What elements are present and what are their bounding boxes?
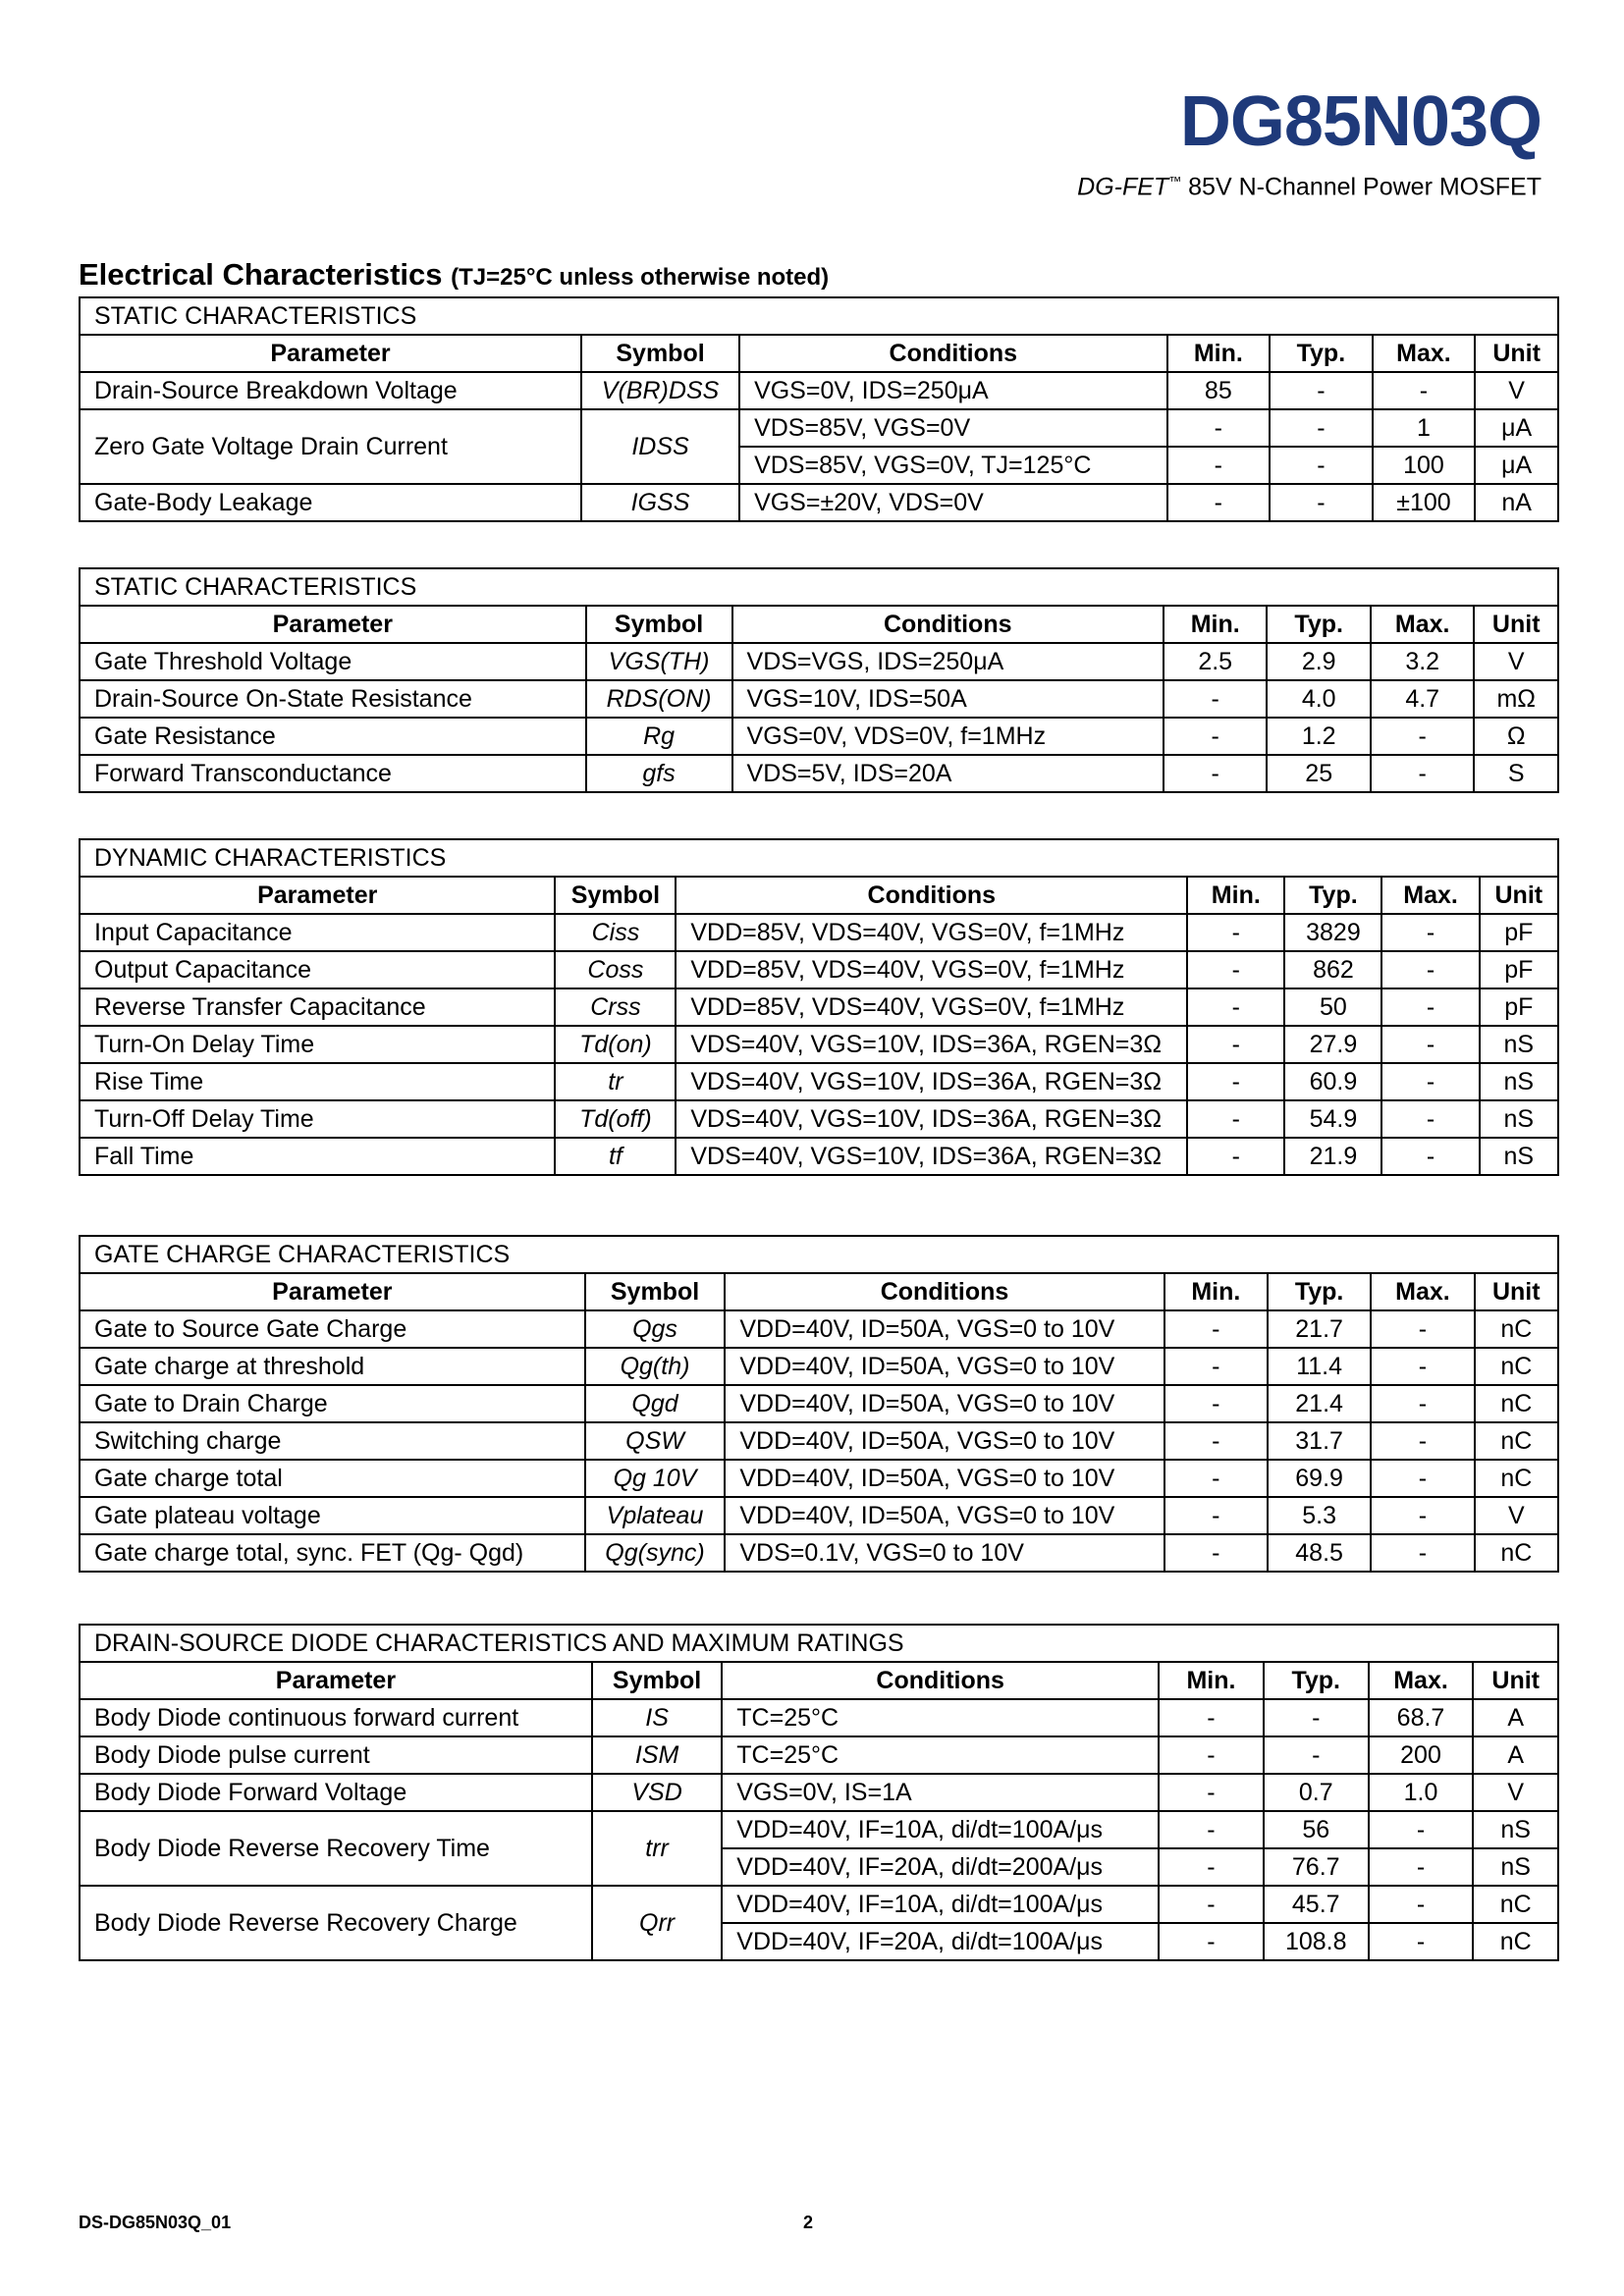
- typ-cell: 108.8: [1264, 1923, 1369, 1960]
- table-caption: GATE CHARGE CHARACTERISTICS: [80, 1236, 1558, 1273]
- typ-cell: -: [1270, 484, 1373, 521]
- conditions-cell: VDS=40V, VGS=10V, IDS=36A, RGEN=3Ω: [676, 1026, 1187, 1063]
- table-row: [80, 409, 1558, 447]
- unit-cell: V: [1475, 1497, 1558, 1534]
- max-cell: -: [1381, 914, 1479, 951]
- min-cell: -: [1187, 914, 1284, 951]
- param-cell: Turn-On Delay Time: [80, 1026, 555, 1063]
- col-header-unit: Unit: [1474, 606, 1558, 643]
- max-cell: -: [1369, 1848, 1474, 1886]
- symbol-cell: Qgs: [585, 1310, 726, 1348]
- col-header-typ: Typ.: [1270, 335, 1373, 372]
- col-header-parameter: Parameter: [80, 1273, 585, 1310]
- conditions-cell: VDS=0.1V, VGS=0 to 10V: [725, 1534, 1164, 1572]
- unit-cell: pF: [1480, 988, 1558, 1026]
- col-header-typ: Typ.: [1284, 877, 1381, 914]
- max-cell: -: [1381, 1138, 1479, 1175]
- conditions-cell: VDD=40V, ID=50A, VGS=0 to 10V: [725, 1497, 1164, 1534]
- symbol-cell: VGS(TH): [586, 643, 732, 680]
- typ-cell: 69.9: [1268, 1460, 1371, 1497]
- table-row: [80, 1736, 1558, 1774]
- col-header-typ: Typ.: [1267, 606, 1371, 643]
- table-row: [80, 1026, 1558, 1063]
- unit-cell: nC: [1475, 1534, 1558, 1572]
- table-row: [80, 643, 1558, 680]
- conditions-cell: VDS=5V, IDS=20A: [732, 755, 1164, 792]
- table-header-row: [80, 606, 1558, 643]
- col-header-max: Max.: [1369, 1662, 1474, 1699]
- unit-cell: nC: [1475, 1310, 1558, 1348]
- param-cell: Gate charge total, sync. FET (Qg- Qgd): [80, 1534, 585, 1572]
- table-row: [80, 914, 1558, 951]
- typ-cell: 48.5: [1268, 1534, 1371, 1572]
- max-cell: 1: [1373, 409, 1476, 447]
- table-row: [80, 1063, 1558, 1100]
- col-header-unit: Unit: [1473, 1662, 1558, 1699]
- col-header-min: Min.: [1164, 1273, 1268, 1310]
- typ-cell: 862: [1284, 951, 1381, 988]
- typ-cell: 60.9: [1284, 1063, 1381, 1100]
- table-row: [80, 1886, 1558, 1923]
- col-header-typ: Typ.: [1268, 1273, 1371, 1310]
- symbol-cell: Vplateau: [585, 1497, 726, 1534]
- symbol-cell: Crss: [555, 988, 676, 1026]
- min-cell: -: [1187, 951, 1284, 988]
- col-header-parameter: Parameter: [80, 335, 581, 372]
- document-title: DG85N03Q: [1179, 82, 1542, 161]
- conditions-cell: VGS=10V, IDS=50A: [732, 680, 1164, 718]
- conditions-cell: VDD=40V, ID=50A, VGS=0 to 10V: [725, 1348, 1164, 1385]
- unit-cell: nS: [1480, 1063, 1558, 1100]
- param-cell: Gate Threshold Voltage: [80, 643, 586, 680]
- conditions-cell: VDD=40V, ID=50A, VGS=0 to 10V: [725, 1310, 1164, 1348]
- min-cell: -: [1159, 1886, 1264, 1923]
- conditions-cell: VGS=0V, IDS=250μA: [739, 372, 1166, 409]
- min-cell: -: [1187, 1063, 1284, 1100]
- unit-cell: nC: [1475, 1422, 1558, 1460]
- table-row: [80, 484, 1558, 521]
- table-caption: STATIC CHARACTERISTICS: [80, 568, 1558, 606]
- table-row: [80, 1460, 1558, 1497]
- conditions-cell: VDS=85V, VGS=0V, TJ=125°C: [739, 447, 1166, 484]
- max-cell: -: [1373, 372, 1476, 409]
- max-cell: -: [1371, 1310, 1474, 1348]
- unit-cell: V: [1474, 643, 1558, 680]
- symbol-cell: Qgd: [585, 1385, 726, 1422]
- typ-cell: 21.4: [1268, 1385, 1371, 1422]
- max-cell: -: [1371, 1460, 1474, 1497]
- unit-cell: A: [1473, 1736, 1558, 1774]
- col-header-unit: Unit: [1480, 877, 1558, 914]
- max-cell: -: [1371, 1348, 1474, 1385]
- max-cell: -: [1369, 1923, 1474, 1960]
- param-cell: Gate to Source Gate Charge: [80, 1310, 585, 1348]
- document-id: DS-DG85N03Q_01: [79, 2213, 232, 2232]
- col-header-symbol: Symbol: [586, 606, 732, 643]
- col-header-min: Min.: [1187, 877, 1284, 914]
- table-row: [80, 680, 1558, 718]
- unit-cell: nS: [1473, 1848, 1558, 1886]
- unit-cell: nC: [1473, 1886, 1558, 1923]
- min-cell: -: [1187, 1138, 1284, 1175]
- col-header-conditions: Conditions: [722, 1662, 1159, 1699]
- table-row: [80, 1699, 1558, 1736]
- col-header-conditions: Conditions: [739, 335, 1166, 372]
- table-row: [80, 1100, 1558, 1138]
- max-cell: -: [1381, 988, 1479, 1026]
- typ-cell: 5.3: [1268, 1497, 1371, 1534]
- conditions-cell: VDD=40V, IF=10A, di/dt=100A/μs: [722, 1886, 1159, 1923]
- min-cell: -: [1159, 1923, 1264, 1960]
- conditions-cell: VDD=85V, VDS=40V, VGS=0V, f=1MHz: [676, 988, 1187, 1026]
- min-cell: -: [1167, 484, 1271, 521]
- param-cell: Drain-Source Breakdown Voltage: [80, 372, 581, 409]
- table-caption: STATIC CHARACTERISTICS: [80, 297, 1558, 335]
- symbol-cell: Qrr: [592, 1886, 722, 1960]
- col-header-parameter: Parameter: [80, 606, 586, 643]
- min-cell: -: [1187, 1026, 1284, 1063]
- unit-cell: mΩ: [1474, 680, 1558, 718]
- param-cell: Fall Time: [80, 1138, 555, 1175]
- param-cell: Zero Gate Voltage Drain Current: [80, 409, 581, 484]
- unit-cell: nA: [1475, 484, 1558, 521]
- table-caption: DYNAMIC CHARACTERISTICS: [80, 839, 1558, 877]
- page-number: 2: [803, 2213, 814, 2232]
- min-cell: -: [1159, 1736, 1264, 1774]
- symbol-cell: Coss: [555, 951, 676, 988]
- conditions-cell: VDS=40V, VGS=10V, IDS=36A, RGEN=3Ω: [676, 1138, 1187, 1175]
- table-header-row: [80, 1273, 1558, 1310]
- unit-cell: pF: [1480, 951, 1558, 988]
- table-row: [80, 988, 1558, 1026]
- typ-cell: 56: [1264, 1811, 1369, 1848]
- table-row: [80, 1310, 1558, 1348]
- max-cell: -: [1371, 1422, 1474, 1460]
- conditions-cell: VDD=40V, IF=20A, di/dt=200A/μs: [722, 1848, 1159, 1886]
- unit-cell: nS: [1480, 1026, 1558, 1063]
- col-header-max: Max.: [1371, 1273, 1474, 1310]
- unit-cell: pF: [1480, 914, 1558, 951]
- min-cell: 85: [1167, 372, 1271, 409]
- table-row: [80, 1811, 1558, 1848]
- conditions-cell: VDS=85V, VGS=0V: [739, 409, 1166, 447]
- max-cell: -: [1381, 1100, 1479, 1138]
- conditions-cell: VDD=85V, VDS=40V, VGS=0V, f=1MHz: [676, 914, 1187, 951]
- conditions-cell: VGS=±20V, VDS=0V: [739, 484, 1166, 521]
- param-cell: Gate-Body Leakage: [80, 484, 581, 521]
- table-row: [80, 1348, 1558, 1385]
- symbol-cell: V(BR)DSS: [581, 372, 739, 409]
- table-row: [80, 372, 1558, 409]
- unit-cell: nS: [1473, 1811, 1558, 1848]
- typ-cell: 0.7: [1264, 1774, 1369, 1811]
- max-cell: -: [1369, 1886, 1474, 1923]
- table-row: [80, 1774, 1558, 1811]
- typ-cell: 11.4: [1268, 1348, 1371, 1385]
- min-cell: -: [1164, 680, 1268, 718]
- min-cell: -: [1167, 447, 1271, 484]
- table-row: [80, 951, 1558, 988]
- col-header-max: Max.: [1373, 335, 1476, 372]
- param-cell: Gate charge total: [80, 1460, 585, 1497]
- col-header-max: Max.: [1381, 877, 1479, 914]
- min-cell: -: [1159, 1811, 1264, 1848]
- conditions-cell: VGS=0V, IS=1A: [722, 1774, 1159, 1811]
- table-row: [80, 1385, 1558, 1422]
- min-cell: -: [1187, 988, 1284, 1026]
- table-header-row: [80, 1662, 1558, 1699]
- table-row: [80, 1534, 1558, 1572]
- col-header-min: Min.: [1167, 335, 1271, 372]
- diode-characteristics-table: [79, 1624, 1559, 1961]
- symbol-cell: ISM: [592, 1736, 722, 1774]
- min-cell: -: [1164, 1348, 1268, 1385]
- symbol-cell: Ciss: [555, 914, 676, 951]
- unit-cell: nS: [1480, 1100, 1558, 1138]
- conditions-cell: VDD=40V, ID=50A, VGS=0 to 10V: [725, 1385, 1164, 1422]
- section-title-text: Electrical Characteristics: [79, 257, 443, 292]
- max-cell: -: [1381, 951, 1479, 988]
- col-header-symbol: Symbol: [581, 335, 739, 372]
- max-cell: 3.2: [1371, 643, 1475, 680]
- unit-cell: A: [1473, 1699, 1558, 1736]
- max-cell: 200: [1369, 1736, 1474, 1774]
- typ-cell: 45.7: [1264, 1886, 1369, 1923]
- col-header-symbol: Symbol: [592, 1662, 722, 1699]
- dynamic-characteristics-table: [79, 838, 1559, 1176]
- symbol-cell: tr: [555, 1063, 676, 1100]
- param-cell: Output Capacitance: [80, 951, 555, 988]
- min-cell: -: [1164, 1385, 1268, 1422]
- conditions-cell: VDD=40V, IF=10A, di/dt=100A/μs: [722, 1811, 1159, 1848]
- table-row: [80, 1138, 1558, 1175]
- symbol-cell: Rg: [586, 718, 732, 755]
- trademark-symbol: ™: [1168, 174, 1182, 188]
- max-cell: -: [1371, 1497, 1474, 1534]
- document-subtitle: [1077, 175, 1542, 199]
- gate-charge-characteristics-table: [79, 1235, 1559, 1573]
- max-cell: 1.0: [1369, 1774, 1474, 1811]
- min-cell: -: [1159, 1774, 1264, 1811]
- max-cell: -: [1371, 718, 1475, 755]
- col-header-conditions: Conditions: [732, 606, 1164, 643]
- conditions-cell: VDD=40V, ID=50A, VGS=0 to 10V: [725, 1422, 1164, 1460]
- unit-cell: S: [1474, 755, 1558, 792]
- unit-cell: nC: [1475, 1385, 1558, 1422]
- max-cell: ±100: [1373, 484, 1476, 521]
- min-cell: -: [1164, 1497, 1268, 1534]
- subtitle-brand: DG-FET: [1077, 173, 1169, 201]
- table-row: [80, 1497, 1558, 1534]
- param-cell: Gate charge at threshold: [80, 1348, 585, 1385]
- typ-cell: 4.0: [1267, 680, 1371, 718]
- symbol-cell: QSW: [585, 1422, 726, 1460]
- typ-cell: 76.7: [1264, 1848, 1369, 1886]
- typ-cell: -: [1270, 447, 1373, 484]
- max-cell: -: [1381, 1063, 1479, 1100]
- conditions-cell: VDD=85V, VDS=40V, VGS=0V, f=1MHz: [676, 951, 1187, 988]
- param-cell: Input Capacitance: [80, 914, 555, 951]
- symbol-cell: Td(on): [555, 1026, 676, 1063]
- table-caption: DRAIN-SOURCE DIODE CHARACTERISTICS AND MAXIMUM RATINGS: [80, 1625, 1558, 1662]
- conditions-cell: VDS=VGS, IDS=250μA: [732, 643, 1164, 680]
- param-cell: Body Diode Reverse Recovery Time: [80, 1811, 592, 1886]
- symbol-cell: gfs: [586, 755, 732, 792]
- typ-cell: -: [1270, 372, 1373, 409]
- unit-cell: nC: [1475, 1460, 1558, 1497]
- col-header-min: Min.: [1164, 606, 1268, 643]
- col-header-min: Min.: [1159, 1662, 1264, 1699]
- param-cell: Gate plateau voltage: [80, 1497, 585, 1534]
- symbol-cell: Qg 10V: [585, 1460, 726, 1497]
- table-row: [80, 1422, 1558, 1460]
- static-characteristics-table-2: [79, 567, 1559, 793]
- max-cell: -: [1371, 1385, 1474, 1422]
- conditions-cell: VGS=0V, VDS=0V, f=1MHz: [732, 718, 1164, 755]
- symbol-cell: Td(off): [555, 1100, 676, 1138]
- unit-cell: μA: [1475, 447, 1558, 484]
- col-header-typ: Typ.: [1264, 1662, 1369, 1699]
- col-header-parameter: Parameter: [80, 877, 555, 914]
- subtitle-description: 85V N-Channel Power MOSFET: [1181, 173, 1542, 201]
- unit-cell: V: [1475, 372, 1558, 409]
- typ-cell: 25: [1267, 755, 1371, 792]
- param-cell: Turn-Off Delay Time: [80, 1100, 555, 1138]
- min-cell: 2.5: [1164, 643, 1268, 680]
- param-cell: Switching charge: [80, 1422, 585, 1460]
- col-header-unit: Unit: [1475, 1273, 1558, 1310]
- max-cell: -: [1371, 1534, 1474, 1572]
- col-header-conditions: Conditions: [676, 877, 1187, 914]
- typ-cell: 1.2: [1267, 718, 1371, 755]
- min-cell: -: [1164, 755, 1268, 792]
- typ-cell: 27.9: [1284, 1026, 1381, 1063]
- typ-cell: -: [1264, 1699, 1369, 1736]
- min-cell: -: [1164, 1422, 1268, 1460]
- symbol-cell: VSD: [592, 1774, 722, 1811]
- param-cell: Rise Time: [80, 1063, 555, 1100]
- conditions-cell: VDD=40V, ID=50A, VGS=0 to 10V: [725, 1460, 1164, 1497]
- col-header-parameter: Parameter: [80, 1662, 592, 1699]
- unit-cell: nC: [1473, 1923, 1558, 1960]
- table-header-row: [80, 335, 1558, 372]
- min-cell: -: [1164, 718, 1268, 755]
- param-cell: Gate Resistance: [80, 718, 586, 755]
- symbol-cell: Qg(sync): [585, 1534, 726, 1572]
- col-header-max: Max.: [1371, 606, 1475, 643]
- symbol-cell: IDSS: [581, 409, 739, 484]
- unit-cell: nC: [1475, 1348, 1558, 1385]
- param-cell: Reverse Transfer Capacitance: [80, 988, 555, 1026]
- param-cell: Drain-Source On-State Resistance: [80, 680, 586, 718]
- typ-cell: 50: [1284, 988, 1381, 1026]
- max-cell: -: [1369, 1811, 1474, 1848]
- max-cell: -: [1371, 755, 1475, 792]
- max-cell: -: [1381, 1026, 1479, 1063]
- section-note: (TJ=25°C unless otherwise noted): [451, 264, 830, 291]
- typ-cell: -: [1264, 1736, 1369, 1774]
- symbol-cell: IS: [592, 1699, 722, 1736]
- typ-cell: -: [1270, 409, 1373, 447]
- section-title: [79, 259, 829, 290]
- unit-cell: nS: [1480, 1138, 1558, 1175]
- conditions-cell: TC=25°C: [722, 1736, 1159, 1774]
- param-cell: Body Diode Forward Voltage: [80, 1774, 592, 1811]
- param-cell: Forward Transconductance: [80, 755, 586, 792]
- col-header-symbol: Symbol: [555, 877, 676, 914]
- param-cell: Body Diode pulse current: [80, 1736, 592, 1774]
- typ-cell: 54.9: [1284, 1100, 1381, 1138]
- conditions-cell: TC=25°C: [722, 1699, 1159, 1736]
- typ-cell: 21.9: [1284, 1138, 1381, 1175]
- symbol-cell: IGSS: [581, 484, 739, 521]
- conditions-cell: VDD=40V, IF=20A, di/dt=100A/μs: [722, 1923, 1159, 1960]
- unit-cell: V: [1473, 1774, 1558, 1811]
- max-cell: 68.7: [1369, 1699, 1474, 1736]
- col-header-conditions: Conditions: [725, 1273, 1164, 1310]
- table-row: [80, 718, 1558, 755]
- table-header-row: [80, 877, 1558, 914]
- unit-cell: Ω: [1474, 718, 1558, 755]
- symbol-cell: Qg(th): [585, 1348, 726, 1385]
- min-cell: -: [1159, 1848, 1264, 1886]
- symbol-cell: trr: [592, 1811, 722, 1886]
- min-cell: -: [1187, 1100, 1284, 1138]
- static-characteristics-table-1: [79, 296, 1559, 522]
- symbol-cell: RDS(ON): [586, 680, 732, 718]
- table-row: [80, 755, 1558, 792]
- param-cell: Body Diode Reverse Recovery Charge: [80, 1886, 592, 1960]
- max-cell: 100: [1373, 447, 1476, 484]
- conditions-cell: VDS=40V, VGS=10V, IDS=36A, RGEN=3Ω: [676, 1100, 1187, 1138]
- typ-cell: 31.7: [1268, 1422, 1371, 1460]
- typ-cell: 2.9: [1267, 643, 1371, 680]
- param-cell: Body Diode continuous forward current: [80, 1699, 592, 1736]
- symbol-cell: tf: [555, 1138, 676, 1175]
- min-cell: -: [1164, 1310, 1268, 1348]
- min-cell: -: [1164, 1534, 1268, 1572]
- min-cell: -: [1159, 1699, 1264, 1736]
- min-cell: -: [1167, 409, 1271, 447]
- col-header-unit: Unit: [1475, 335, 1558, 372]
- min-cell: -: [1164, 1460, 1268, 1497]
- col-header-symbol: Symbol: [585, 1273, 726, 1310]
- max-cell: 4.7: [1371, 680, 1475, 718]
- conditions-cell: VDS=40V, VGS=10V, IDS=36A, RGEN=3Ω: [676, 1063, 1187, 1100]
- typ-cell: 3829: [1284, 914, 1381, 951]
- unit-cell: μA: [1475, 409, 1558, 447]
- typ-cell: 21.7: [1268, 1310, 1371, 1348]
- param-cell: Gate to Drain Charge: [80, 1385, 585, 1422]
